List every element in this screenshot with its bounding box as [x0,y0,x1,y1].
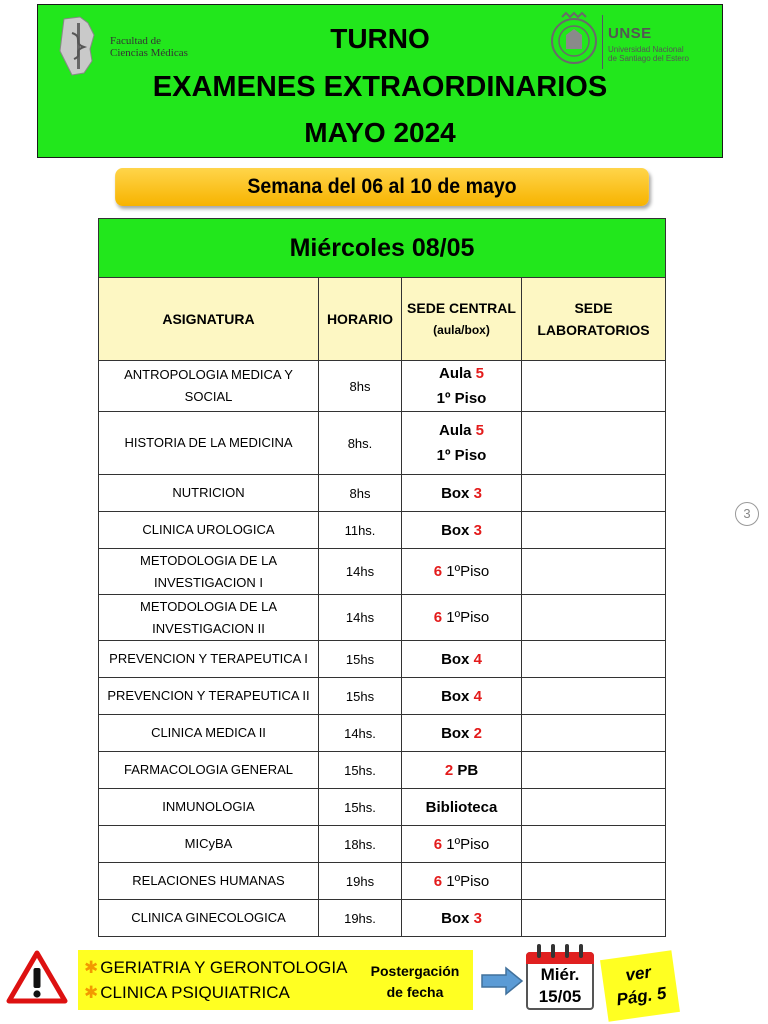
time-cell: 14hs [319,595,402,641]
university-name: UNSE [608,25,652,42]
table-row [99,641,666,678]
day-heading: Miércoles 08/05 [99,219,666,278]
time-cell: 19hs [319,863,402,900]
title-line-3: MAYO 2024 [304,117,456,148]
sede-central-cell: 6 1ºPiso [402,595,522,641]
sede-central-cell: Box 4 [402,678,522,715]
time-cell: 8hs [319,361,402,412]
time-cell: 15hs [319,678,402,715]
subject-cell: PREVENCION Y TERAPEUTICA II [99,678,319,715]
time-cell: 15hs. [319,752,402,789]
university-logo [546,11,716,81]
sede-central-cell: Box 4 [402,641,522,678]
sede-laboratorios-cell [522,641,666,678]
week-label: Semana del 06 al 10 de mayo [115,168,649,206]
time-cell: 11hs. [319,512,402,549]
sede-laboratorios-cell [522,900,666,937]
page-marker: 3 [735,502,759,526]
table-row [99,826,666,863]
university-subtitle: Universidad Nacional de Santiago del Estero [608,45,689,63]
logo-divider [602,15,603,69]
table-row [99,900,666,937]
subject-cell: METODOLOGIA DE LA INVESTIGACION II [99,595,319,641]
warning-icon [6,950,68,1004]
sede-central-cell: 6 1ºPiso [402,826,522,863]
time-cell: 19hs. [319,900,402,937]
subject-cell: METODOLOGIA DE LA INVESTIGACION I [99,549,319,595]
calendar-rings [524,942,598,960]
calendar-icon [524,942,598,1012]
subject-cell: CLINICA GINECOLOGICA [99,900,319,937]
table-row [99,475,666,512]
subject-cell: PREVENCION Y TERAPEUTICA I [99,641,319,678]
subject-cell: RELACIONES HUMANAS [99,863,319,900]
sede-central-cell: Box 3 [402,475,522,512]
subject-cell: ANTROPOLOGIA MEDICA Y SOCIAL [99,361,319,412]
asterisk-icon: ✱ [84,958,99,977]
subject-cell: MICyBA [99,826,319,863]
sede-laboratorios-cell [522,361,666,412]
postponed-notice [78,950,473,1010]
time-cell: 14hs. [319,715,402,752]
sede-laboratorios-cell [522,752,666,789]
sede-laboratorios-cell [522,826,666,863]
table-row [99,752,666,789]
time-cell: 18hs. [319,826,402,863]
table-row [99,789,666,826]
table-row [99,678,666,715]
faculty-logo-text: Facultad de Ciencias Médicas [110,35,188,59]
subject-cell: CLINICA MEDICA II [99,715,319,752]
title-line-2: EXAMENES EXTRAORDINARIOS [152,71,608,103]
sede-central-cell: Biblioteca [402,789,522,826]
postponed-subject-1: ✱ GERIATRIA Y GERONTOLOGIA [84,958,348,977]
sede-central-cell: Box 3 [402,512,522,549]
sede-central-cell: 6 1ºPiso [402,863,522,900]
see-page-note: ver Pág. 5 [600,950,680,1021]
subject-cell: FARMACOLOGIA GENERAL [99,752,319,789]
new-date: Miér. 15/05 [538,965,582,1006]
table-row [99,863,666,900]
col-sede-central: SEDE CENTRAL (aula/box) [402,278,522,361]
time-cell: 15hs. [319,789,402,826]
sede-laboratorios-cell [522,549,666,595]
postponement-label: Postergación de fecha [370,963,460,1000]
table-row [99,595,666,641]
time-cell: 8hs. [319,412,402,475]
table-row [99,549,666,595]
sede-central-cell: Aula 5 1º Piso [402,361,522,412]
table-row [99,715,666,752]
sede-laboratorios-cell [522,863,666,900]
time-cell: 14hs [319,549,402,595]
header-banner [37,4,723,158]
sede-laboratorios-cell [522,475,666,512]
postponed-subject-2: ✱ CLINICA PSIQUIATRICA [84,983,290,1002]
subject-cell: CLINICA UROLOGICA [99,512,319,549]
table-row [99,361,666,412]
sede-central-cell: Box 3 [402,900,522,937]
exam-schedule-table [98,218,666,937]
sede-laboratorios-cell [522,789,666,826]
sede-central-cell: Box 2 [402,715,522,752]
asterisk-icon: ✱ [84,983,99,1002]
sede-laboratorios-cell [522,678,666,715]
table-row [99,412,666,475]
table-row [99,512,666,549]
arrow-right-icon [480,966,524,996]
title-line-1: TURNO [330,23,430,54]
sede-laboratorios-cell [522,715,666,752]
sede-central-cell: 2 PB [402,752,522,789]
column-header-row [99,278,666,361]
time-cell: 15hs [319,641,402,678]
sede-central-cell: 6 1ºPiso [402,549,522,595]
time-cell: 8hs [319,475,402,512]
sede-laboratorios-cell [522,412,666,475]
col-sede-laboratorios: SEDE LABORATORIOS [522,278,666,361]
col-asignatura: ASIGNATURA [99,278,319,361]
sede-central-cell: Aula 5 1º Piso [402,412,522,475]
sede-laboratorios-cell [522,512,666,549]
col-horario: HORARIO [319,278,402,361]
university-seal-icon [546,11,602,69]
subject-cell: HISTORIA DE LA MEDICINA [99,412,319,475]
subject-cell: INMUNOLOGIA [99,789,319,826]
subject-cell: NUTRICION [99,475,319,512]
sede-laboratorios-cell [522,595,666,641]
